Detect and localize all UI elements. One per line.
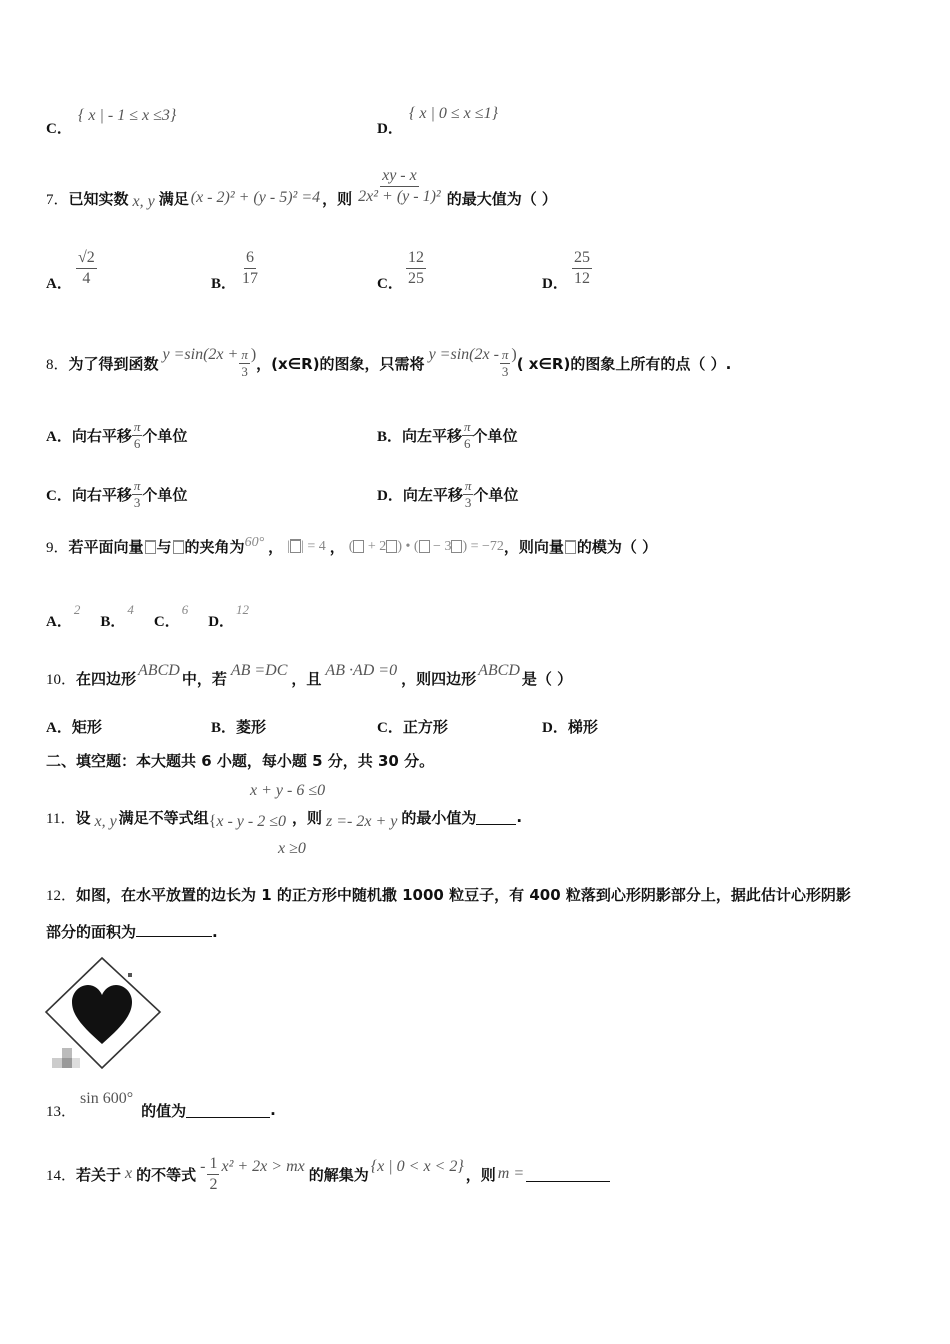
q8-func2-pre: y =sin(2x - — [428, 346, 499, 363]
q7-option-d-value — [572, 248, 592, 289]
q11-ineq3: x ≥0 — [278, 840, 306, 857]
q14-text2: 的不等式 — [136, 1165, 197, 1184]
q11-text2: 满足不等式组 — [118, 808, 209, 827]
q12-end: . — [212, 923, 218, 941]
q9-option-a-label: A． — [46, 614, 72, 630]
q11-objective: z =- 2x + y — [326, 813, 398, 830]
q8-option-d-label: D． — [377, 487, 403, 504]
q10-cond1: AB =DC — [230, 662, 288, 679]
q9-number: 9． — [46, 540, 69, 556]
q7-frac-den: 2x² + (y - 1)² — [358, 187, 441, 205]
q8-option-a-den: 6 — [133, 435, 141, 451]
q10-option-b-label: B． — [211, 720, 237, 736]
q7-frac-num: xy - x — [380, 166, 419, 187]
q10-text3: ，且 — [291, 669, 322, 688]
q10-cond2: AB ·AD =0 — [325, 662, 398, 679]
q7-vars: x, y — [132, 193, 155, 210]
q14-text1: 若关于 — [76, 1165, 122, 1184]
q9-dot-expr-tail: ) = −72 — [462, 538, 504, 554]
q8-func1-pre: y =sin(2x + — [162, 346, 239, 363]
q7-option-d-label: D． — [542, 276, 568, 292]
q9-text4: ，则向量 — [503, 538, 564, 556]
q9-dot-expr: ( + 2 ) • ( − 3 ) = −72 — [348, 538, 504, 554]
q8-option-a-pre: 向右平移 — [71, 426, 132, 445]
q8-option-b-num: π — [464, 418, 471, 434]
q14-text4: ，则 — [465, 1165, 496, 1184]
q8-option-c-num: π — [133, 477, 141, 493]
q11-ineq1: x + y - 6 ≤0 — [250, 782, 326, 799]
q7-text3: ，则 — [322, 189, 353, 208]
q13-text: 的值为 — [141, 1101, 187, 1120]
q13-number: 13． — [46, 1103, 77, 1120]
q10-option-a-label: A． — [46, 720, 72, 736]
q8-func2-post: ) — [511, 346, 517, 363]
q7-option-a-den: 4 — [82, 270, 91, 287]
q9-angle: 60° — [244, 534, 265, 550]
vector-b-icon — [173, 540, 184, 554]
q14-set: {x | 0 < x < 2} — [370, 1158, 464, 1175]
q11-end: . — [516, 808, 523, 826]
q14-m-eq: m = — [497, 1165, 525, 1182]
q7-condition: (x - 2)² + (y - 5)² =4 — [190, 189, 321, 206]
q9-norm-value: = 4 — [307, 538, 326, 554]
q8-func2-num: π — [501, 346, 509, 362]
q7-option-d-den: 12 — [574, 270, 590, 287]
q10-number: 10． — [46, 671, 77, 688]
q10-option-c — [377, 716, 448, 737]
q6-option-d-label: D． — [377, 121, 403, 137]
q10-text5: 是（ ） — [521, 669, 573, 688]
q7-text4: 的最大值为（ ） — [446, 189, 557, 208]
q8-option-a-post: 个单位 — [142, 426, 188, 445]
q8-func2-den: 3 — [501, 363, 509, 379]
q10-option-b-text: 菱形 — [236, 718, 267, 736]
q13-end: . — [270, 1101, 276, 1119]
q9-option-d-label: D． — [208, 614, 235, 630]
q7-option-c-value — [406, 248, 426, 289]
q10-shape2: ABCD — [478, 662, 520, 679]
q11-text3: ，则 — [292, 808, 323, 827]
question-10 — [46, 664, 572, 692]
q14-frac-den: 2 — [209, 1175, 218, 1193]
q11-text1: 设 — [75, 808, 91, 827]
q8-option-d-den: 3 — [464, 494, 472, 510]
q7-option-c-label: C． — [377, 276, 403, 292]
dot-mark — [128, 973, 132, 977]
q14-ineq-tail: x² + 2x > mx — [221, 1158, 305, 1175]
q10-text4: ，则四边形 — [401, 669, 477, 688]
vector-a-term2-icon — [419, 540, 430, 553]
question-11 — [46, 803, 522, 831]
q10-option-a-text: 矩形 — [71, 718, 102, 736]
q7-option-b-den: 17 — [242, 270, 258, 287]
q8-number: 8． — [46, 356, 69, 373]
vector-b-term-icon — [386, 540, 397, 553]
q13-answer-blank[interactable] — [186, 1103, 270, 1118]
q8-func2-frac — [500, 347, 511, 380]
q9-options — [46, 602, 249, 631]
q12-number: 12． — [46, 888, 77, 904]
q9-text3: 的夹角为 — [184, 538, 245, 556]
q8-option-b-frac — [462, 419, 473, 452]
q9-option-c-label: C． — [153, 614, 180, 630]
q8-option-d-frac — [463, 478, 474, 511]
q14-frac — [207, 1154, 219, 1195]
q8-func1-frac — [239, 347, 250, 380]
question-8 — [46, 333, 731, 393]
q12-answer-blank[interactable] — [136, 922, 212, 937]
vector-a-term-icon — [353, 540, 364, 553]
q11-ineq2: x - y - 2 ≤0 — [216, 813, 287, 830]
watermark-block-2 — [62, 1048, 72, 1058]
q8-option-d-pre: 向左平移 — [402, 485, 463, 504]
q8-option-b — [377, 413, 518, 457]
q10-option-c-label: C． — [377, 720, 403, 736]
q10-option-d-text: 梯形 — [567, 718, 598, 736]
q7-option-c-num: 12 — [406, 248, 426, 269]
q10-option-a — [46, 716, 102, 737]
q8-option-c-label: C． — [46, 487, 72, 504]
q14-number: 14． — [46, 1167, 77, 1184]
q14-text3: 的解集为 — [308, 1165, 369, 1184]
q11-vars: x, y — [94, 813, 117, 830]
q8-text2: ，(x∈R)的图象，只需将 — [256, 354, 425, 373]
question-14 — [46, 1150, 610, 1198]
q6-option-c-expr: { x | - 1 ≤ x ≤3} — [78, 107, 177, 124]
q8-option-a-frac — [132, 419, 143, 452]
q14-answer-blank[interactable] — [526, 1167, 610, 1182]
question-7 — [46, 166, 557, 211]
q10-option-b — [211, 716, 266, 737]
q9-option-c-value: 6 — [181, 602, 189, 617]
q10-option-c-text: 正方形 — [402, 718, 448, 736]
q7-text2: 满足 — [158, 189, 189, 208]
q8-option-a-num: π — [133, 418, 141, 434]
q8-option-d-num: π — [464, 477, 472, 493]
q9-text5: 的模为（ ） — [576, 538, 658, 556]
q9-option-d-value: 12 — [236, 602, 250, 617]
q9-text2: 与 — [156, 538, 172, 556]
q8-option-a-label: A． — [46, 428, 72, 445]
q11-number: 11． — [46, 810, 76, 827]
q8-option-b-pre: 向左平移 — [402, 426, 463, 445]
q8-option-b-den: 6 — [464, 435, 471, 451]
q8-func1-num: π — [241, 346, 248, 362]
q8-func1-post: ) — [250, 346, 257, 363]
q7-option-b-num: 6 — [244, 248, 256, 269]
q6-option-d-expr: { x | 0 ≤ x ≤1} — [409, 105, 498, 122]
q7-option-b-value — [240, 248, 260, 289]
vector-a-icon — [145, 540, 156, 554]
q11-answer-blank[interactable] — [476, 810, 516, 825]
heart-icon — [72, 985, 132, 1044]
q10-option-d — [542, 716, 598, 737]
question-13 — [46, 1087, 276, 1127]
q11-brace: { — [208, 813, 217, 830]
q12-line2-row — [46, 921, 218, 942]
question-12 — [46, 884, 851, 905]
watermark-block-4 — [72, 1058, 80, 1068]
vector-a-icon-2 — [565, 540, 576, 554]
q8-option-d-post: 个单位 — [473, 485, 519, 504]
vector-b-term2-icon — [451, 540, 462, 553]
q13-expr: sin 600° — [80, 1090, 134, 1107]
q7-option-a-value — [76, 248, 97, 289]
watermark-block-3 — [62, 1058, 72, 1068]
q8-option-a — [46, 413, 187, 457]
q7-option-b-label: B． — [211, 276, 237, 292]
q9-norm: | | = 4 — [287, 538, 326, 554]
q10-shape: ABCD — [138, 662, 180, 679]
q8-option-c — [46, 472, 187, 516]
section-heading: 二、填空题：本大题共 6 小题，每小题 5 分，共 30 分。 — [46, 752, 435, 770]
q8-option-c-den: 3 — [133, 494, 141, 510]
q8-option-c-pre: 向右平移 — [71, 485, 132, 504]
q8-option-b-post: 个单位 — [472, 426, 518, 445]
q8-option-b-label: B． — [377, 428, 403, 445]
watermark-block-1 — [52, 1058, 62, 1068]
vector-b-norm-icon — [290, 539, 301, 553]
q8-func1-den: 3 — [241, 363, 248, 379]
q8-text3: ( x∈R)的图象上所有的点（ ）. — [516, 354, 732, 373]
q14-frac-num: 1 — [207, 1154, 219, 1175]
q14-var: x — [125, 1165, 133, 1182]
q7-option-a-label: A． — [46, 276, 72, 292]
q7-number: 7． — [46, 191, 69, 208]
q8-text1: 为了得到函数 — [68, 354, 159, 373]
q7-text1: 已知实数 — [68, 189, 129, 208]
q7-option-a-num: √2 — [76, 248, 97, 269]
q9-text1: 若平面向量 — [68, 538, 144, 556]
q7-fraction — [356, 166, 443, 207]
q10-text2: 中，若 — [181, 669, 227, 688]
q8-option-c-post: 个单位 — [142, 485, 188, 504]
q14-sign: - — [200, 1158, 206, 1175]
q6-option-c-label: C． — [46, 121, 72, 137]
q11-text4: 的最小值为 — [401, 808, 477, 827]
q7-option-c-den: 25 — [408, 270, 424, 287]
q7-option-d-num: 25 — [572, 248, 592, 269]
q10-text1: 在四边形 — [76, 669, 137, 688]
q12-line2: 部分的面积为 — [46, 923, 137, 941]
q8-option-d — [377, 472, 518, 516]
q9-option-b-label: B． — [100, 614, 126, 630]
q9-option-b-value: 4 — [127, 602, 134, 617]
heart-square-figure — [44, 954, 164, 1072]
q8-option-c-frac — [132, 478, 143, 511]
q10-option-d-label: D． — [542, 720, 568, 736]
question-9: 9． 若平面向量 与 的夹角为 60° ， | | = 4 ， ( + 2 ) • ( − 3 ) = −72 ，则向量 的模为（ ） — [46, 534, 658, 556]
q12-line1: 如图，在水平放置的边长为 1 的正方形中随机撒 1000 粒豆子，有 400 粒落到心形阴影部分上，据此估计心形阴影 — [76, 886, 851, 904]
q9-option-a-value: 2 — [73, 602, 81, 617]
